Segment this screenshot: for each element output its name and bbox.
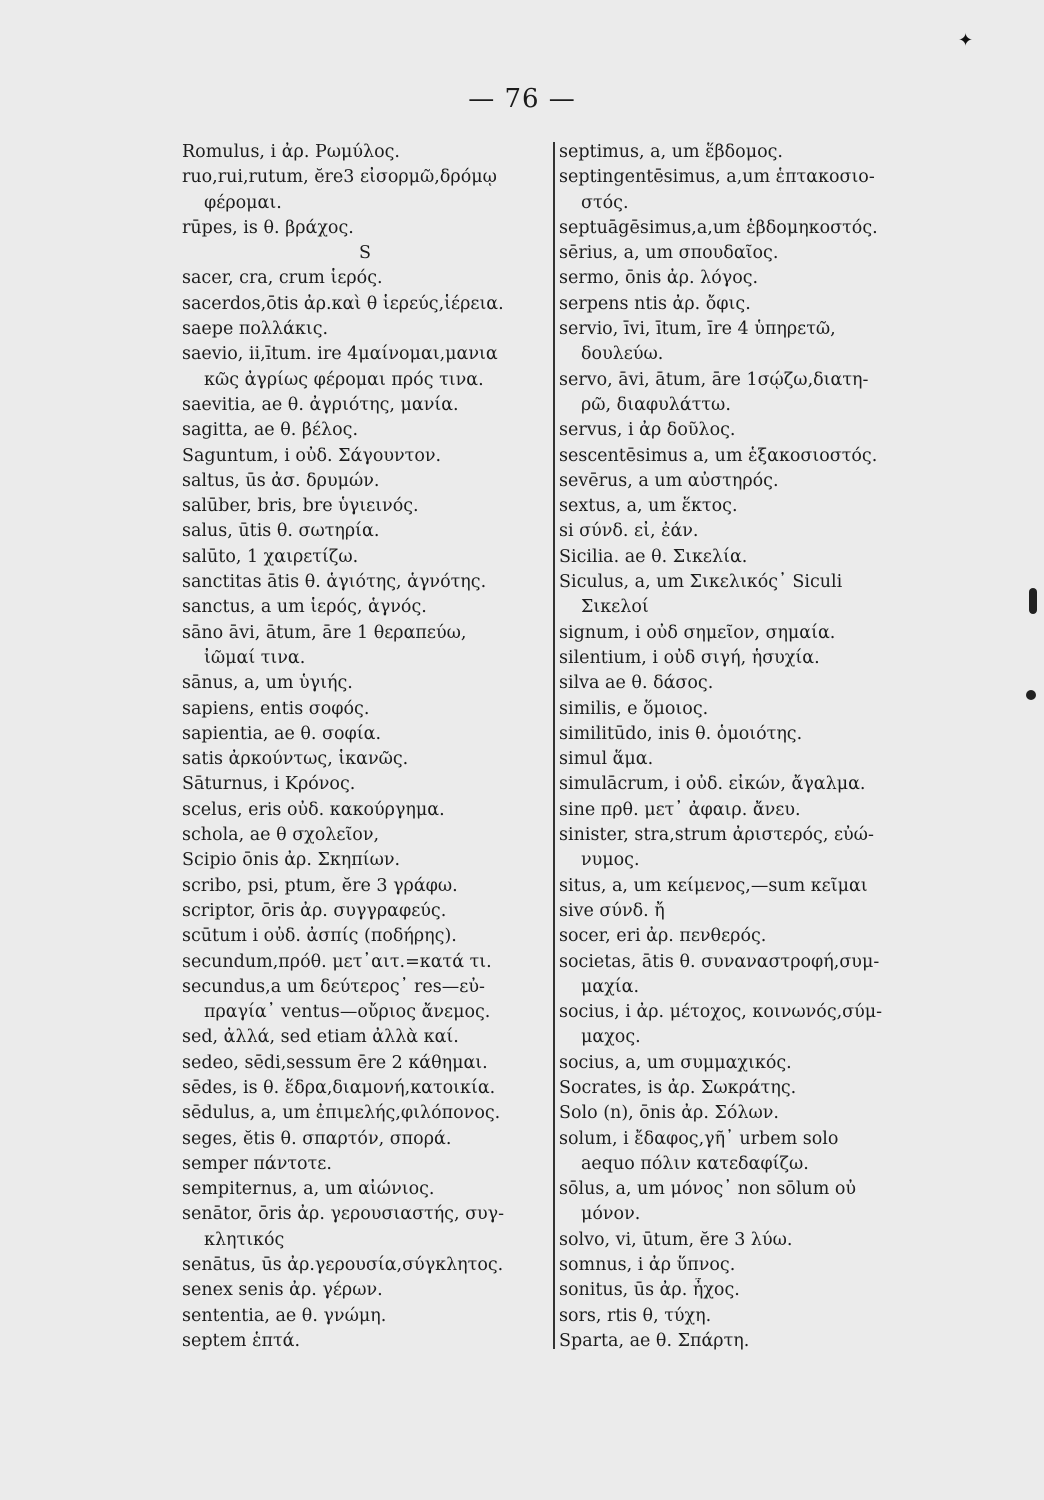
entry-continuation: φέρομαι. — [204, 192, 282, 213]
dictionary-entry: sescentēsimus a, um ἑξακοσιοστός. — [559, 445, 878, 466]
entry-continuation: δουλεύω. — [581, 344, 664, 365]
dictionary-entry: somnus, i ἀρ ὕπνος. — [559, 1255, 736, 1276]
section-letter: S — [359, 243, 371, 264]
dictionary-entry: sors, rtis θ, τύχη. — [559, 1305, 712, 1326]
dictionary-entry: sermo, ōnis ἀρ. λόγος. — [559, 268, 759, 289]
right-column — [559, 140, 949, 1354]
dictionary-entry: sevērus, a um αὐστηρός. — [559, 470, 779, 491]
dictionary-entry: servus, i ἀρ δοῦλος. — [559, 420, 736, 441]
dictionary-entry: simulācrum, i οὐδ. εἰκών, ἄγαλμα. — [559, 774, 866, 795]
column-divider — [553, 142, 555, 1349]
dictionary-entry: Sicilia. ae θ. Σικελία. — [559, 546, 748, 567]
dictionary-entry: sive σύνδ. ἤ — [559, 900, 665, 921]
entry-continuation: κλητικός — [204, 1229, 285, 1250]
dictionary-entry: scribo, psi, ptum, ĕre 3 γράφω. — [182, 875, 458, 896]
entry-continuation: ρῶ, διαφυλάττω. — [581, 394, 731, 415]
dictionary-entry: sapiens, entis σοφός. — [182, 698, 370, 719]
dictionary-entry: servio, īvi, ītum, īre 4 ὑπηρετῶ, — [559, 319, 836, 340]
dictionary-entry: sine πρθ. μετ᾽ ἀφαιρ. ἄνευ. — [559, 799, 801, 820]
entry-continuation: μόνον. — [581, 1204, 641, 1225]
dictionary-entry: saepe πολλάκις. — [182, 319, 329, 340]
dictionary-entry: saevitia, ae θ. ἀγριότης, μανία. — [182, 394, 459, 415]
dictionary-entry: silva ae θ. δάσος. — [559, 673, 714, 694]
dictionary-entry: societas, ātis θ. συναναστροφή,συμ- — [559, 951, 880, 972]
dictionary-entry: scelus, eris οὐδ. κακούργημα. — [182, 799, 445, 820]
entry-continuation: κῶς ἀγρίως φέρομαι πρός τινα. — [204, 369, 484, 390]
dictionary-entry: sempiternus, a, um αἰώνιος. — [182, 1179, 435, 1200]
dictionary-entry: secundus,a um δεύτερος᾽ res—εὐ- — [182, 976, 485, 997]
dictionary-entry: socius, i ἀρ. μέτοχος, κοινωνός,σύμ- — [559, 1002, 883, 1023]
dictionary-entry: Sparta, ae θ. Σπάρτη. — [559, 1330, 750, 1351]
dictionary-entry: sōlus, a, um μόνος᾽ non sōlum οὐ — [559, 1179, 857, 1200]
dictionary-entry: secundum,πρόθ. μετ᾽αιτ.=κατά τι. — [182, 951, 492, 972]
dictionary-entry: sacer, cra, crum ἱερός. — [182, 268, 383, 289]
dictionary-entry: salus, ūtis θ. σωτηρία. — [182, 521, 380, 542]
ink-blot-top-right: ✦ — [958, 30, 974, 51]
left-column — [182, 140, 548, 1354]
dictionary-entry: sacerdos,ōtis ἀρ.καὶ θ ἱερεύς,ἱέρεια. — [182, 293, 504, 314]
entry-continuation: ἰῶμαί τινα. — [204, 647, 306, 668]
dictionary-entry: senātus, ūs ἀρ.γερουσία,σύγκλητος. — [182, 1255, 504, 1276]
dictionary-entry: Saguntum, i οὐδ. Σάγουντον. — [182, 445, 442, 466]
dictionary-entry: similitūdo, inis θ. ὁμοιότης. — [559, 723, 803, 744]
dictionary-entry: satis ἀρκούντως, ἱκανῶς. — [182, 749, 409, 770]
dictionary-entry: scriptor, ōris ἀρ. συγγραφεύς. — [182, 900, 447, 921]
dictionary-entry: Sāturnus, i Κρόνος. — [182, 774, 356, 795]
dictionary-entry: Romulus, i ἀρ. Ρωμύλος. — [182, 142, 400, 162]
dictionary-entry: situs, a, um κείμενος,—sum κεῖμαι — [559, 875, 868, 896]
dictionary-entry: saevio, ii,ītum. ire 4μαίνομαι,μανια — [182, 344, 498, 365]
dictionary-entry: servo, āvi, ātum, āre 1σῴζω,διατη- — [559, 369, 869, 390]
dictionary-entry: rūpes, is θ. βράχος. — [182, 217, 354, 238]
dictionary-entry: sedeo, sēdi,sessum ēre 2 κάθημαι. — [182, 1052, 488, 1073]
dictionary-entry: Solo (n), ōnis ἀρ. Σόλων. — [559, 1103, 779, 1124]
dictionary-entry: solum, i ἔδαφος,γῆ᾽ urbem solo — [559, 1128, 839, 1149]
dictionary-entry: ruo,rui,rutum, ĕre3 εἰσορμῶ,δρόμῳ — [182, 167, 497, 188]
dictionary-entry: sententia, ae θ. γνώμη. — [182, 1305, 387, 1326]
dictionary-entry: senex senis ἀρ. γέρων. — [182, 1280, 383, 1301]
entry-continuation: νυμος. — [581, 850, 640, 871]
dictionary-entry: signum, i οὐδ σημεῖον, σημαία. — [559, 622, 836, 643]
dictionary-entry: socer, eri ἀρ. πενθερός. — [559, 926, 767, 947]
dictionary-entry: sextus, a, um ἕκτος. — [559, 496, 738, 517]
entry-continuation: aequo πόλιν κατεδαφίζω. — [581, 1153, 809, 1174]
dictionary-entry: septimus, a, um ἕβδομος. — [559, 142, 783, 162]
dictionary-entry: septingentēsimus, a,um ἑπτακοσιο- — [559, 167, 875, 188]
entry-continuation: πραγία᾽ ventus—οὔριος ἄνεμος. — [204, 1002, 491, 1023]
dictionary-entry: septuāgēsimus,a,um ἑβδομηκοστός. — [559, 217, 878, 238]
dictionary-entry: saltus, ūs ἀσ. δρυμών. — [182, 470, 380, 491]
dictionary-entry: sapientia, ae θ. σοφία. — [182, 723, 382, 744]
dictionary-entry: Siculus, a, um Σικελικός᾽ Siculi — [559, 572, 843, 593]
dictionary-entry: sānus, a, um ὑγιής. — [182, 673, 353, 694]
dictionary-entry: scūtum i οὐδ. ἀσπίς (ποδήρης). — [182, 926, 457, 947]
dictionary-entry: schola, ae θ σχολεῖον, — [182, 825, 380, 846]
entry-continuation: μαχία. — [581, 976, 640, 997]
page-number: — 76 — — [468, 84, 576, 114]
dictionary-entry: seges, ĕtis θ. σπαρτόν, σπορά. — [182, 1128, 452, 1149]
dictionary-entry: sagitta, ae θ. βέλος. — [182, 420, 359, 441]
dictionary-entry: si σύνδ. εἰ, ἐάν. — [559, 521, 699, 542]
dictionary-entry: senātor, ōris ἀρ. γερουσιαστής, συγ- — [182, 1204, 505, 1225]
dictionary-entry: semper πάντοτε. — [182, 1153, 332, 1174]
dictionary-entry: septem ἑπτά. — [182, 1330, 301, 1351]
dictionary-entry: socius, a, um συμμαχικός. — [559, 1052, 792, 1073]
dictionary-entry: sēdes, is θ. ἕδρα,διαμονή,κατοικία. — [182, 1077, 496, 1098]
dictionary-entry: sonitus, ūs ἀρ. ἦχος. — [559, 1280, 740, 1301]
dictionary-entry: Socrates, is ἀρ. Σωκράτης. — [559, 1077, 797, 1098]
dictionary-entry: sinister, stra,strum ἀριστερός, εὐώ- — [559, 825, 874, 846]
dictionary-entry: silentium, i οὐδ σιγή, ἡσυχία. — [559, 647, 820, 668]
entry-continuation: Σικελοί — [581, 597, 649, 618]
dictionary-entry: similis, e ὅμοιος. — [559, 698, 709, 719]
ink-dot-right-margin — [1026, 690, 1036, 700]
dictionary-entry: Scipio ōnis ἀρ. Σκηπίων. — [182, 850, 401, 871]
entry-continuation: στός. — [581, 192, 629, 213]
dictionary-entry: sēdulus, a, um ἐπιμελής,φιλόπονος. — [182, 1103, 501, 1124]
dictionary-entry: salūto, 1 χαιρετίζω. — [182, 546, 359, 567]
dictionary-entry: sērius, a, um σπουδαῖος. — [559, 243, 779, 264]
dictionary-entry: sanctus, a um ἱερός, ἁγνός. — [182, 597, 427, 618]
dictionary-entry: sāno āvi, ātum, āre 1 θεραπεύω, — [182, 622, 467, 643]
dictionary-entry: salūber, bris, bre ὑγιεινός. — [182, 496, 419, 517]
dictionary-entry: sanctitas ātis θ. ἁγιότης, ἁγνότης. — [182, 572, 487, 593]
dictionary-entry: serpens ntis ἀρ. ὄφις. — [559, 293, 751, 314]
dictionary-entry: solvo, vi, ūtum, ĕre 3 λύω. — [559, 1229, 793, 1250]
dictionary-entry: sed, ἀλλά, sed etiam ἀλλὰ καί. — [182, 1027, 459, 1048]
ink-mark-right-margin — [1029, 588, 1037, 614]
entry-continuation: μαχος. — [581, 1027, 641, 1048]
dictionary-entry: simul ἅμα. — [559, 749, 654, 770]
